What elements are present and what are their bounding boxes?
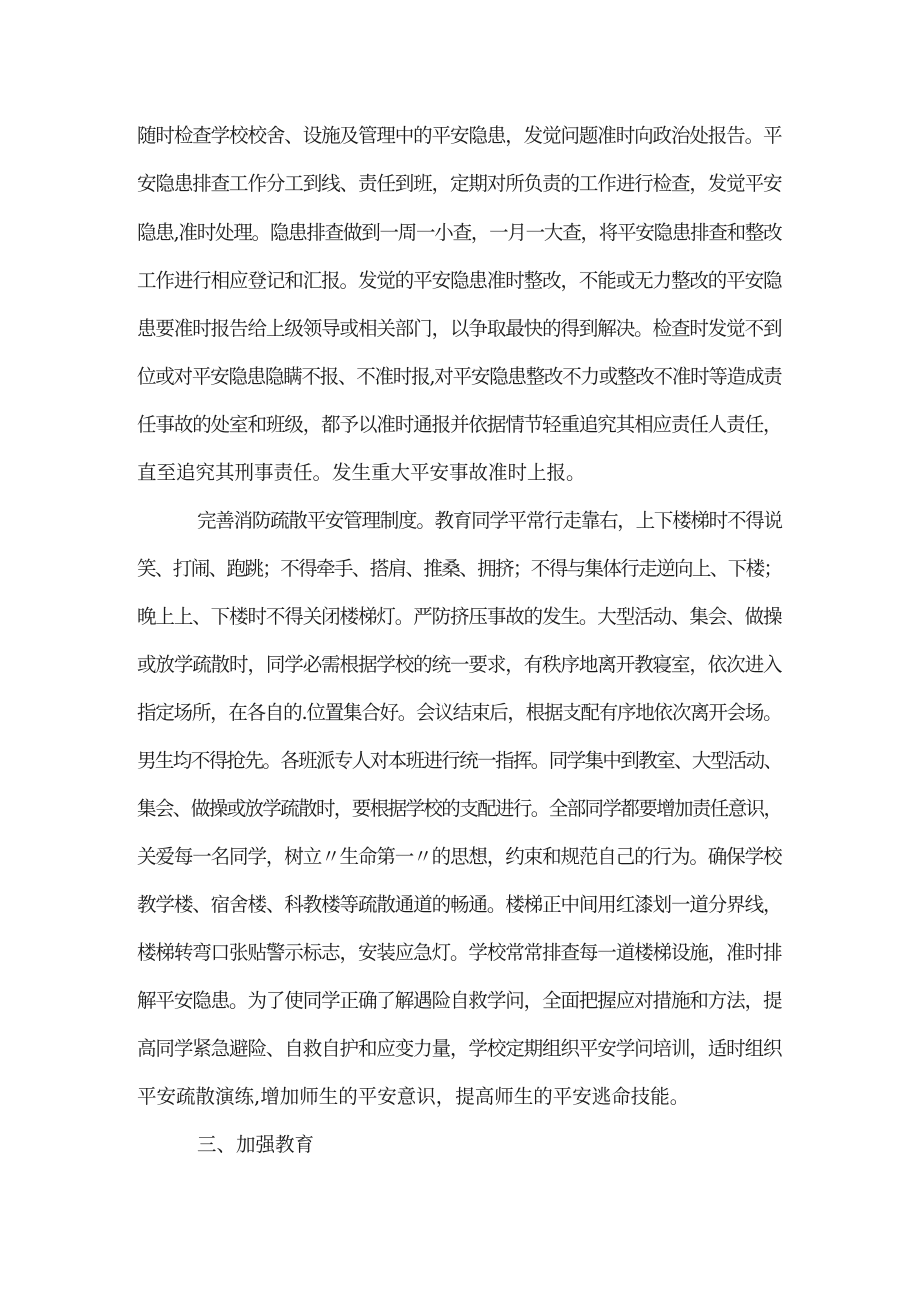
paragraph-2-line-9: 教学楼、宿舍楼、科教楼等疏散通道的畅通。楼梯正中间用红漆划一道分界线， [137,893,782,916]
paragraph-1-line-6: 位或对平安隐患隐瞒不报、不准时报,对平安隐患整改不力或整改不准时等造成责 [137,365,782,388]
paragraph-2-line-11: 解平安隐患。为了使同学正确了解遇险自救学问，全面把握应对措施和方法，提 [137,989,782,1012]
paragraph-1-line-2: 安隐患排查工作分工到线、责任到班，定期对所负责的工作进行检查，发觉平安 [137,172,782,195]
paragraph-2-line-5: 指定场所，在各自的.位置集合好。会议结束后，根据支配有序地依次离开会场。 [137,701,782,724]
paragraph-1-line-7: 任事故的处室和班级，都予以准时通报并依据情节轻重追究其相应责任人责任， [137,413,782,436]
paragraph-1-line-1: 随时检查学校校舍、设施及管理中的平安隐患，发觉问题准时向政治处报告。平 [137,124,782,147]
paragraph-2-line-4: 或放学疏散时，同学必需根据学校的统一要求，有秩序地离开教寝室，依次进入 [137,653,782,676]
paragraph-2-line-12: 高同学紧急避险、自救自护和应变力量，学校定期组织平安学问培训，适时组织 [137,1037,782,1060]
paragraph-2-line-8: 关爱每一名同学，树立〃生命第一〃的思想，约束和规范自己的行为。确保学校 [137,845,782,868]
paragraph-2-line-1: 完善消防疏散平安管理制度。教育同学平常行走靠右，上下楼梯时不得说 [197,509,782,532]
paragraph-1-line-5: 患要准时报告给上级领导或相关部门，以争取最快的得到解决。检查时发觉不到 [137,317,782,340]
paragraph-2-line-6: 男生均不得抢先。各班派专人对本班进行统一指挥。同学集中到教室、大型活动、 [137,749,782,772]
paragraph-2-line-2: 笑、打闹、跑跳；不得牵手、搭肩、推桑、拥挤；不得与集体行走逆向上、下楼； [137,557,782,580]
paragraph-1-line-4: 工作进行相应登记和汇报。发觉的平安隐患准时整改，不能或无力整改的平安隐 [137,269,782,292]
paragraph-2-line-13: 平安疏散演练,增加师生的平安意识，提高师生的平安逃命技能。 [137,1085,690,1108]
paragraph-2-line-7: 集会、做操或放学疏散时，要根据学校的支配进行。全部同学都要增加责任意识， [137,797,782,820]
paragraph-1-line-8: 直至追究其刑事责任。发生重大平安事故准时上报。 [137,461,586,484]
paragraph-2-line-3: 晚上上、下楼时不得关闭楼梯灯。严防挤压事故的发生。大型活动、集会、做操 [137,605,782,628]
paragraph-2-line-10: 楼梯转弯口张贴警示标志，安装应急灯。学校常常排查每一道楼梯设施，准时排 [137,941,782,964]
section-heading: 三、加强教育 [197,1133,315,1156]
paragraph-1-line-3: 隐患,准时处理。隐患排查做到一周一小查，一月一大查，将平安隐患排查和整改 [137,221,782,244]
